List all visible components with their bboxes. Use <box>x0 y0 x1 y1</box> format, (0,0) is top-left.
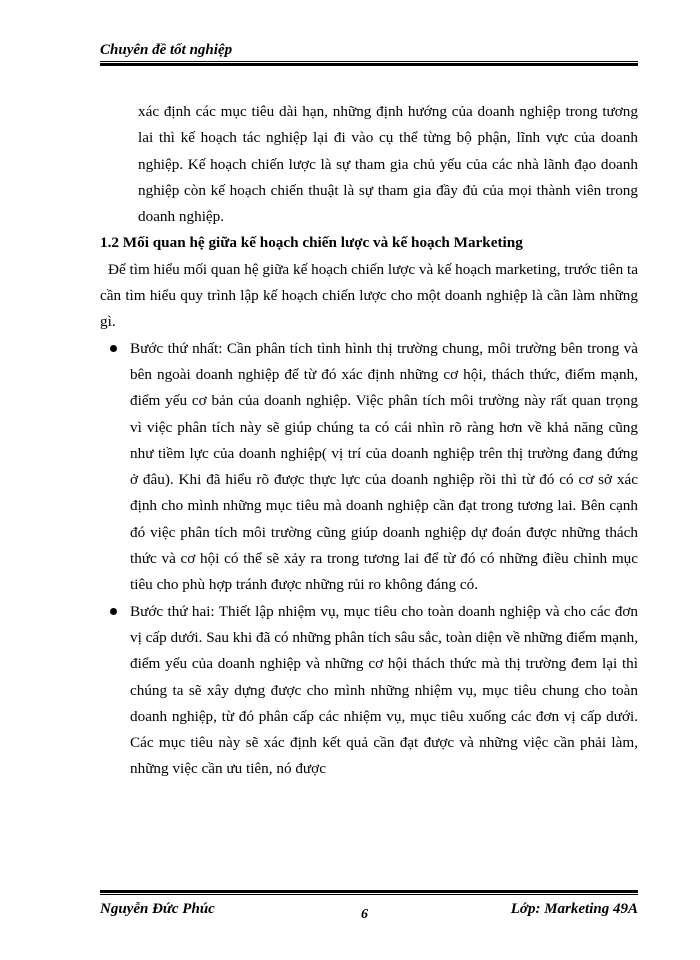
steps-list <box>100 336 638 783</box>
header-rule <box>100 61 638 66</box>
footer-rule <box>100 890 638 895</box>
list-item-text: Bước thứ nhất: Cần phân tích tình hình thị trường chung, môi trường bên trong và bên ngoài doanh nghiệp để từ đó xác định những cơ hội, thách thức, điểm mạnh, điểm yếu cơ bản của doanh nghiệp. Việc phân tích môi trường này rất quan trọng vì việc phân tích này sẽ giúp chúng ta có cái nhìn rõ ràng hơn về khả năng cũng như tiềm lực của doanh nghiệp( vị trí của doanh nghiệp trên thị trường đang đứng ở đâu). Khi đã hiểu rõ được thực lực của doanh nghiệp rồi thì từ đó có cơ sở xác định cho mình những mục tiêu mà doanh nghiệp cần đạt trong tương lai. Bên cạnh đó việc phân tích môi trường cũng giúp doanh nghiệp dự đoán được những thách thức và cơ hội có thể sẽ xảy ra trong tương lai để từ đó có những điều chỉnh mục tiêu cho phù hợp tránh được những rủi ro không đáng có. <box>130 339 638 594</box>
bullet-icon <box>110 608 117 615</box>
continuation-paragraph: xác định các mục tiêu dài hạn, những định hướng của doanh nghiệp trong tương lai thì kế hoạch tác nghiệp lại đi vào cụ thể từng bộ phận, lĩnh vực của doanh nghiệp. Kế hoạch chiến lược là sự tham gia chủ yếu của các nhà lãnh đạo doanh nghiệp còn kế hoạch chiến thuật là sự tham gia đầy đủ của mọi thành viên trong doanh nghiệp. <box>138 103 638 226</box>
class-label: Lớp: Marketing 49A <box>510 901 638 917</box>
list-item <box>100 336 638 599</box>
intro-paragraph: Để tìm hiểu mối quan hệ giữa kế hoạch chiến lược và kế hoạch marketing, trước tiên ta cần tìm hiểu quy trình lập kế hoạch chiến lược cho một doanh nghiệp là cần làm những gì. <box>100 260 638 331</box>
page-number: 6 <box>361 907 368 922</box>
document-title: Chuyên đề tốt nghiệp <box>100 42 233 58</box>
page-footer <box>100 890 638 929</box>
section-heading: 1.2 Mối quan hệ giữa kế hoạch chiến lược và kế hoạch Marketing <box>100 234 523 252</box>
bullet-icon <box>110 345 117 352</box>
list-item-text: Bước thứ hai: Thiết lập nhiệm vụ, mục tiêu cho toàn doanh nghiệp và cho các đơn vị cấp dưới. Sau khi đã có những phân tích sâu sắc, toàn diện về những điểm mạnh, điểm yếu của doanh nghiệp và những cơ hội thách thức mà thị trường đem lại thì chúng ta sẽ xây dựng được cho mình những nhiệm vụ, mục tiêu chung cho toàn doanh nghiệp, từ đó phân cấp các nhiệm vụ, mục tiêu xuống các đơn vị cấp dưới. Các mục tiêu này sẽ xác định kết quả cần đạt được và những việc cần phải làm, những việc cần ưu tiên, nó được <box>130 602 638 778</box>
author-name: Nguyễn Đức Phúc <box>100 901 215 917</box>
page-body <box>100 99 638 783</box>
page-header <box>100 40 638 66</box>
list-item <box>100 599 638 783</box>
